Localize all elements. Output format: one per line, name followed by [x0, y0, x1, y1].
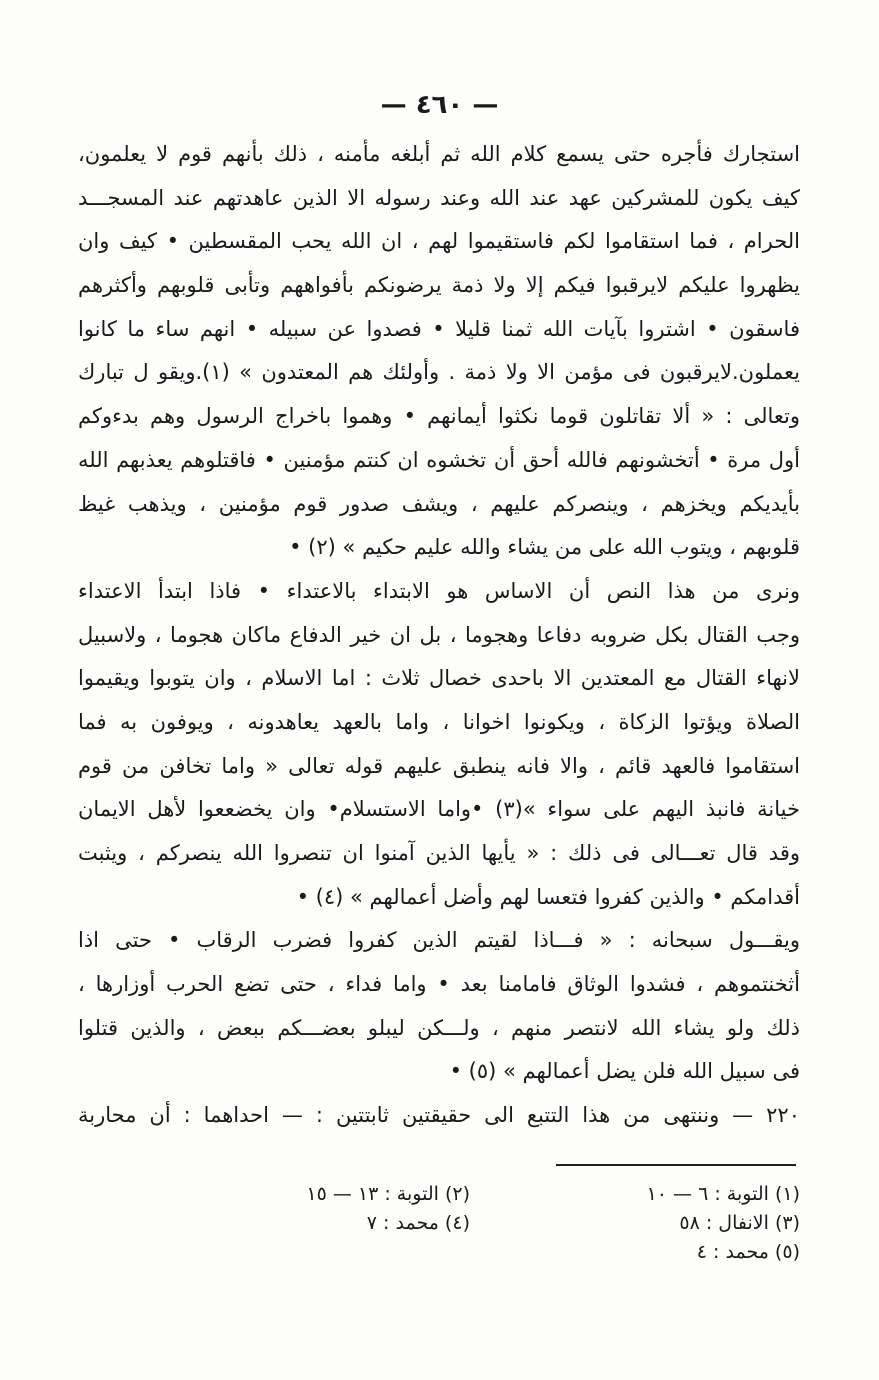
text-line: أقدامكم • والذين كفروا فتعسا لهم وأضل أعمالهم » (٤) • [296, 884, 800, 909]
text-line: ٢٢٠ — وننتهى من هذا التتبع الى حقيقتين ثابتتين : — احداهما : أن محاربة [78, 1103, 800, 1128]
footnote [180, 1238, 470, 1267]
text-line: استجارك فأجره حتى يسمع كلام الله ثم أبلغه مأمنه ، ذلك بأنهم قوم لا يعلمون، [78, 142, 800, 166]
text-line: أثخنتموهم ، فشدوا الوثاق فامامنا بعد • واما فداء ، حتى تضع الحرب أوزارها ، [78, 972, 800, 997]
footnote: (٥) محمد : ٤ [696, 1241, 800, 1263]
footnote: (٤) محمد : ٧ [366, 1212, 470, 1234]
page-number: — ٤٦٠ — [380, 90, 499, 120]
footnote-row [180, 1238, 800, 1267]
text-line: لانهاء القتال مع المعتدين الا باحدى خصال ثلاث : اما الاسلام ، وان يتوبوا ويقيموا [78, 666, 800, 691]
footnote-row [180, 1180, 800, 1209]
text-line: الحرام ، فما استقاموا لكم فاستقيموا لهم ، ان الله يحب المقسطين • كيف وان [78, 229, 800, 254]
text-line: ويقـــول سبحانه : « فـــاذا لقيتم الذين كفروا فضرب الرقاب • حتى اذا [78, 928, 800, 953]
text-line: وجب القتال بكل ضروبه دفاعا وهجوما ، بل ان خير الدفاع ماكان هجوما ، ولاسبيل [78, 622, 800, 647]
footnote: (٣) الانفال : ٥٨ [679, 1212, 800, 1234]
text-line: بأيديكم ويخزهم ، وينصركم عليهم ، ويشف صدور قوم مؤمنين ، ويذهب غيظ [78, 491, 800, 516]
text-line: استقاموا فالعهد قائم ، والا فانه ينطبق عليهم قوله تعالى « واما تخافن من قوم [78, 753, 800, 778]
footnote: (١) التوبة : ٦ — ١٠ [646, 1183, 800, 1205]
footnote-divider [556, 1164, 796, 1166]
body-text [78, 133, 800, 1138]
text-line: ونرى من هذا النص أن الاساس هو الابتداء بالاعتداء • فاذا ابتدأ الاعتداء [78, 578, 800, 603]
text-line: خيانة فانبذ اليهم على سواء »(٣) •واما الاستسلام• وان يخضععوا لأهل الايمان [78, 797, 800, 822]
text-line: كيف يكون للمشركين عهد عند الله وعند رسوله الا الذين عاهدتهم عند المسجـــد [78, 185, 800, 210]
text-line: أول مرة • أتخشونهم فالله أحق أن تخشوه ان كنتم مؤمنين • فاقتلوهم يعذبهم الله [78, 447, 800, 472]
text-line: فى سبيل الله فلن يضل أعمالهم » (٥) • [449, 1059, 800, 1084]
text-line: الصلاة ويؤتوا الزكاة ، ويكونوا اخوانا ، واما بالعهد يعاهدونه ، ويوفون به فما [78, 709, 800, 734]
text-line: ذلك ولو يشاء الله لانتصر منهم ، ولـــكن ليبلو بعضـــكم ببعض ، والذين قتلوا [78, 1015, 800, 1040]
text-line: فاسقون • اشتروا بآيات الله ثمنا قليلا • فصدوا عن سبيله • انهم ساء ما كانوا [78, 316, 800, 341]
text-line: يظهروا عليكم لايرقبوا فيكم إلا ولا ذمة يرضونكم بأفواههم وتأبى قلوبهم وأكثرهم [78, 273, 800, 298]
footnote: (٢) التوبة : ١٣ — ١٥ [306, 1183, 470, 1205]
footnote-row [180, 1209, 800, 1238]
text-line: يعملون.لايرقبون فى مؤمن الا ولا ذمة . وأولئك هم المعتدون » (١).ويقو ل تبارك [78, 360, 800, 385]
text-line: وقد قال تعـــالى فى ذلك : « يأيها الذين آمنوا ان تنصروا الله ينصركم ، ويثبت [78, 841, 800, 865]
footnotes [180, 1180, 800, 1267]
text-line: قلوبهم ، ويتوب الله على من يشاء والله عليم حكيم » (٢) • [289, 535, 800, 560]
text-line: وتعالى : « ألا تقاتلون قوما نكثوا أيمانهم • وهموا باخراج الرسول وهم بدءوكم [78, 404, 800, 429]
